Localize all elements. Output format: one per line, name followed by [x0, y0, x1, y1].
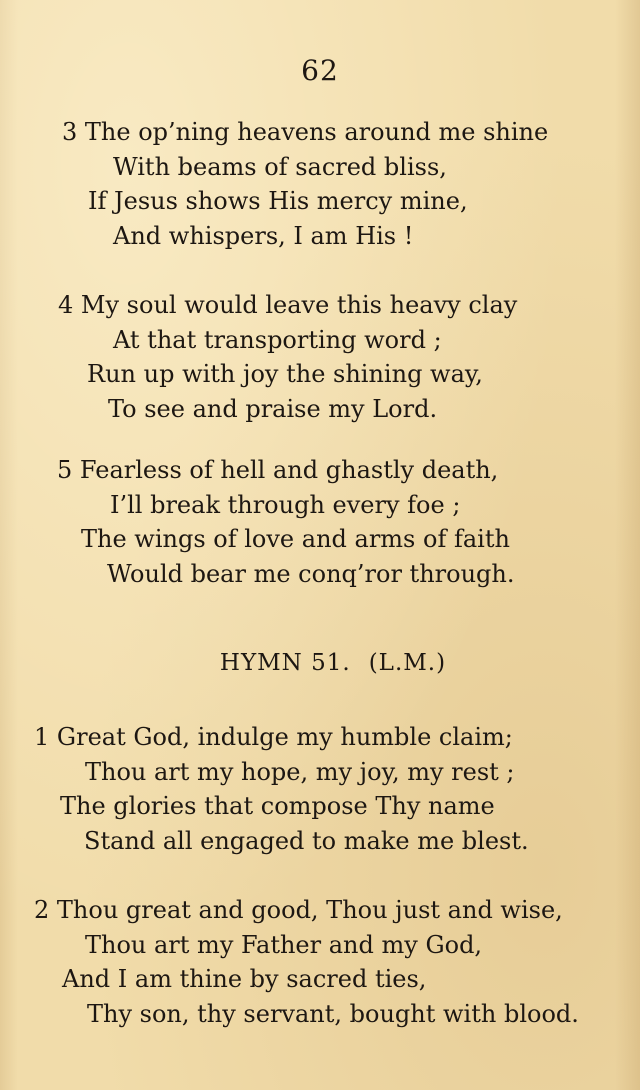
line-text: If Jesus shows His mercy mine, [88, 187, 468, 215]
stanza-line [57, 557, 514, 592]
line-text: With beams of sacred bliss, [113, 152, 447, 181]
stanza-line [57, 488, 514, 523]
stanza-line [34, 893, 579, 928]
stanza-line [58, 288, 517, 323]
stanza-line [34, 789, 529, 824]
hymn-title: HYMN 51. [219, 650, 351, 676]
stanza-number: 2 [34, 896, 50, 924]
line-text: Thou art my hope, my joy, my rest ; [85, 757, 515, 786]
stanza-line [34, 928, 579, 963]
stanza-line [62, 219, 548, 254]
line-text: Stand all engaged to make me blest. [84, 826, 529, 855]
stanza-line [34, 755, 529, 790]
stanza-number: 1 [34, 723, 50, 751]
line-text: And whispers, I am His ! [113, 221, 414, 250]
stanza-line [62, 184, 548, 219]
stanza-line [34, 962, 579, 997]
line-text: Thou great and good, Thou just and wise, [56, 896, 563, 924]
line-text: I’ll break through every foe ; [110, 490, 461, 519]
stanza-3 [62, 115, 548, 253]
stanza-number: 4 [58, 291, 74, 319]
stanza-number: 5 [57, 456, 73, 484]
stanza-5 [57, 453, 514, 591]
page-number: 62 [301, 54, 339, 87]
line-text: The glories that compose Thy name [60, 792, 495, 820]
stanza-line [58, 357, 517, 392]
stanza-line [34, 720, 529, 755]
stanza-line [57, 453, 514, 488]
line-text: The wings of love and arms of faith [81, 525, 510, 553]
line-text: Thy son, thy servant, bought with blood. [87, 999, 579, 1028]
stanza-line [58, 323, 517, 358]
hymn-heading [0, 650, 640, 676]
line-text: And I am thine by sacred ties, [62, 965, 427, 993]
stanza-line [57, 522, 514, 557]
stanza-number: 3 [62, 118, 78, 146]
line-text: The op’ning heavens around me shine [84, 118, 549, 146]
line-text: Would bear me conq’ror through. [107, 559, 515, 588]
hymn-stanza-2 [34, 893, 579, 1031]
line-text: My soul would leave this heavy clay [80, 291, 518, 319]
stanza-line [62, 150, 548, 185]
stanza-line [34, 824, 529, 859]
stanza-line [34, 997, 579, 1032]
line-text: At that transporting word ; [113, 325, 442, 354]
line-text: Run up with joy the shining way, [87, 360, 483, 388]
line-text: To see and praise my Lord. [108, 394, 438, 423]
stanza-line [58, 392, 517, 427]
stanza-line [62, 115, 548, 150]
line-text: Great God, indulge my humble claim; [56, 723, 513, 751]
hymn-stanza-1 [34, 720, 529, 858]
line-text: Thou art my Father and my God, [85, 930, 483, 959]
stanza-4 [58, 288, 517, 426]
line-text: Fearless of hell and ghastly death, [79, 456, 499, 484]
hymn-meter: (L.M.) [368, 650, 447, 676]
